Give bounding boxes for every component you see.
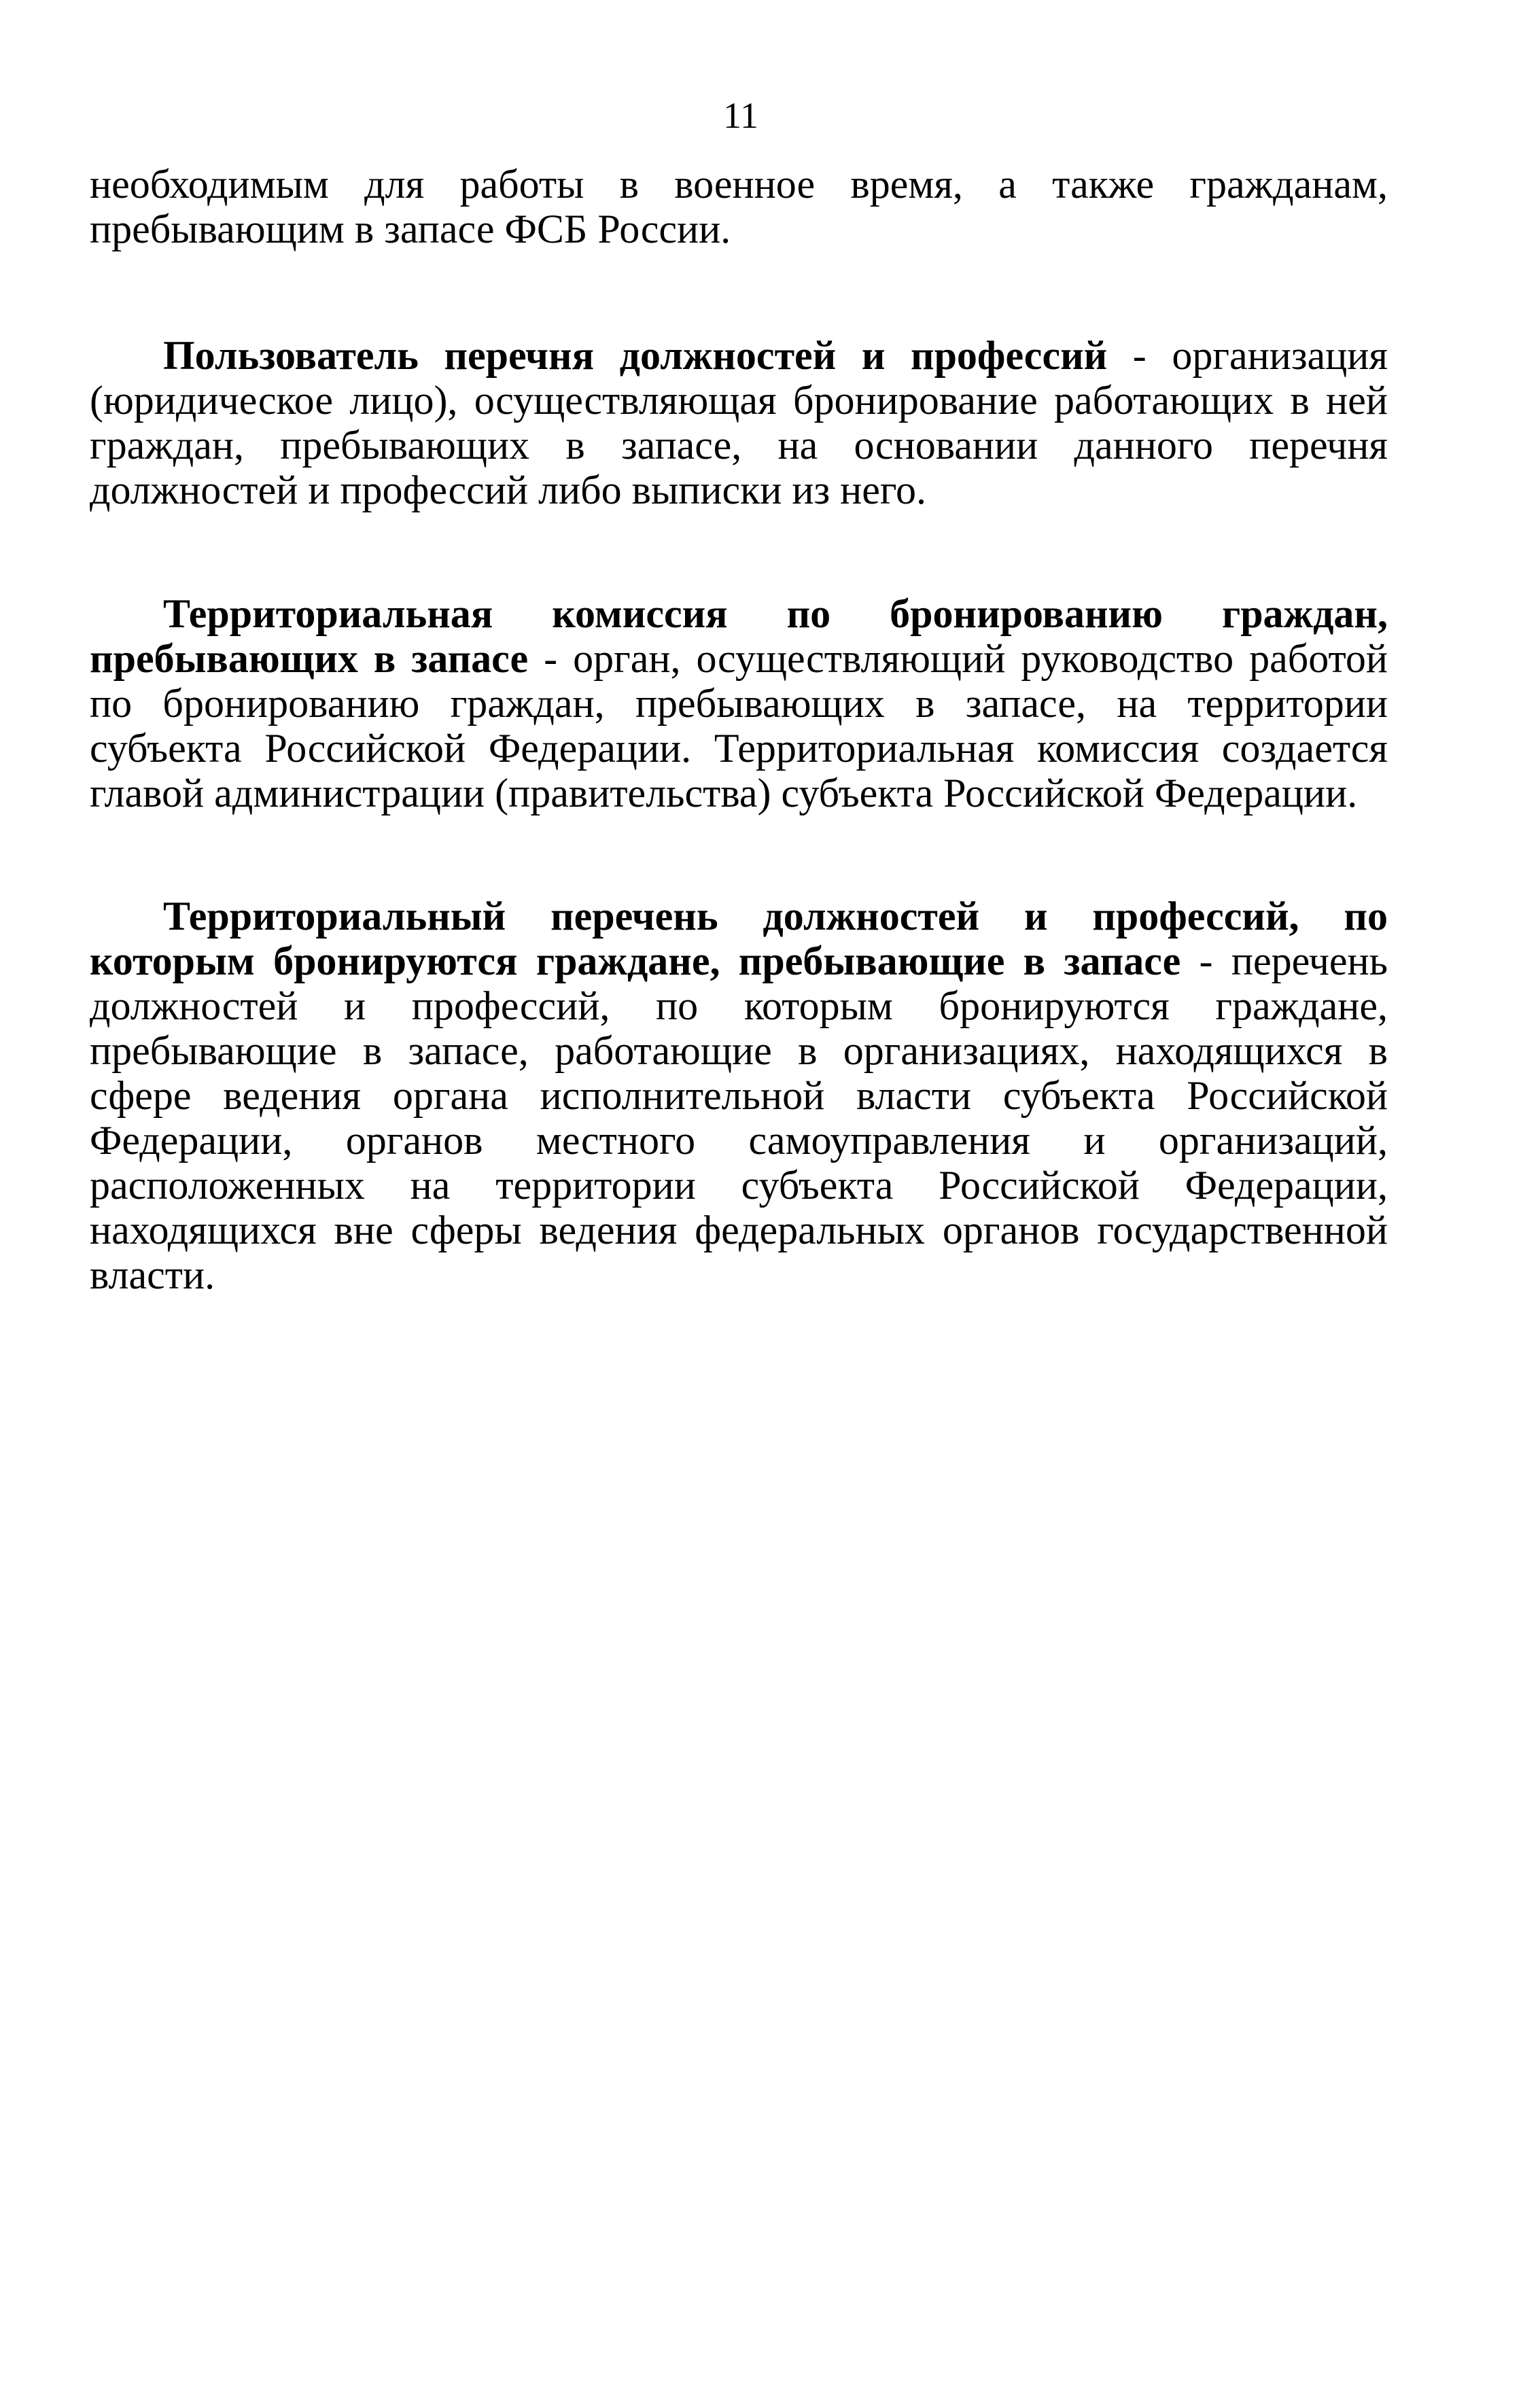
definition-separator: -	[1107, 333, 1172, 378]
page-number: 11	[723, 95, 758, 136]
definition-paragraph-territorial-commission	[90, 591, 1388, 815]
definition-separator: -	[528, 636, 574, 681]
definition-text: организация (юридическое лицо), осуществляющая бронирование работающих в ней граждан, пребывающих в запасе, на основании данного перечня должностей и профессий либо выписки из него.	[90, 333, 1388, 512]
definition-separator: -	[1180, 938, 1231, 983]
continuation-paragraph: необходимым для работы в военное время, а также гражданам, пребывающим в запасе ФСБ России.	[90, 162, 1388, 251]
definition-term: Территориальная комиссия по бронированию граждан, пребывающих в запасе	[90, 591, 1388, 681]
definition-term: Пользователь перечня должностей и профессий	[163, 333, 1108, 378]
definition-paragraph-user	[90, 333, 1388, 512]
definition-paragraph-territorial-list	[90, 894, 1388, 1297]
definition-term: Территориальный перечень должностей и профессий, по которым бронируются граждане, пребывающие в запасе	[90, 894, 1388, 983]
definition-text: перечень должностей и профессий, по которым бронируются граждане, пребывающие в запасе, работающие в организациях, находящихся в сфере ведения органа исполнительной власти субъекта Российской Федерации, органов местного самоуправления и организаций, расположенных на территории субъекта Российской Федерации, находящихся вне сферы ведения федеральных органов государственной власти.	[90, 938, 1388, 1297]
definition-text: орган, осуществляющий руководство работой по бронированию граждан, пребывающих в запасе, на территории субъекта Российской Федерации. Территориальная комиссия создается главой администрации (правительства) субъекта Российской Федерации.	[90, 636, 1388, 815]
